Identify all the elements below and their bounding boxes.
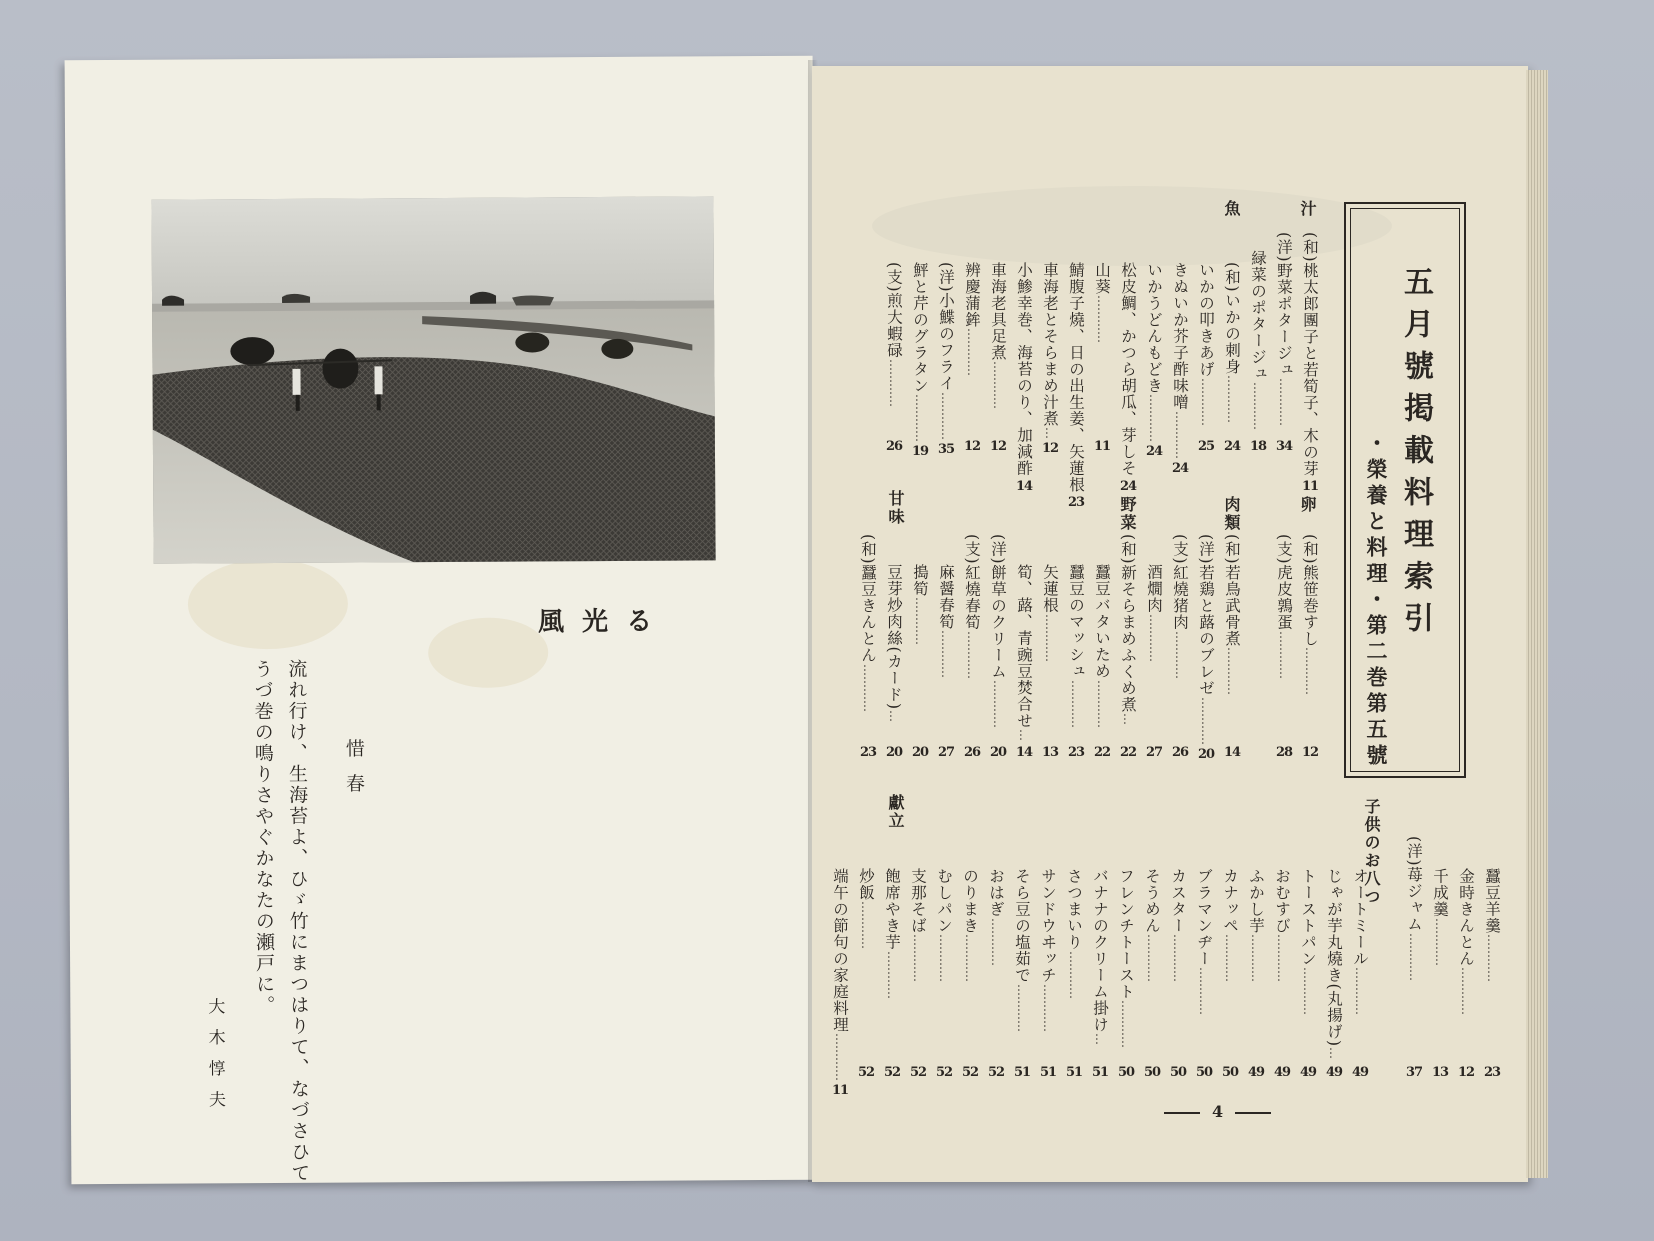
index-entry: 蠶豆のマッシュ ………… 23 (1067, 564, 1085, 760)
index-entry: カスター ………… 50 (1169, 868, 1187, 1080)
index-entry: おはぎ ………… 52 (987, 868, 1005, 1080)
index-entry: (洋)若鶏と蕗のブレゼ ………… 20 (1197, 534, 1215, 762)
index-entry: きぬいか芥子酢味噌 ………… 24 (1171, 262, 1189, 476)
beach-fishing-net-photo (151, 196, 715, 563)
poem-title: 惜春 (342, 738, 366, 809)
index-entry: 緑菜のポタージュ ………… 18 (1249, 250, 1267, 454)
index-entry: (和)いかの刺身 ………… 24 (1223, 262, 1241, 454)
index-entry: オートミール ………… 49 (1351, 868, 1369, 1080)
index-entry: 蠶豆羊羹 ………… 23 (1483, 868, 1501, 1080)
index-title: 五月號掲載料理索引 (1398, 266, 1433, 644)
index-entry: 車海老具足煮 ………… 12 (989, 262, 1007, 454)
index-entry: 支那そば ………… 52 (909, 868, 927, 1080)
index-entry: (支)煎大蝦碌 ………… 26 (885, 262, 903, 454)
index-entry: (支)紅燒猪肉 ………… 26 (1171, 534, 1189, 760)
index-entry: さつまいり ………… 51 (1065, 868, 1083, 1080)
category-vegetables: 野菜 (1118, 496, 1137, 532)
category-egg: 卵 (1298, 496, 1317, 514)
index-entry: 酒燗肉 ………… 27 (1145, 564, 1163, 760)
index-entry: 小鯵幸巻、海苔のり、加減酢 14 (1015, 262, 1033, 494)
poem-line-1: 流れ行け、生海苔よ、ひゞ竹にまつはりて、なづさひて (285, 658, 311, 1184)
index-entry: (洋)野菜ポタージュ ………… 34 (1275, 232, 1293, 454)
index-entry: 山葵 ………… 11 (1093, 262, 1111, 454)
index-entry: 鮃と芹のグラタン ………… 19 (911, 262, 929, 459)
index-entry: そら豆の塩茹で ………… 51 (1013, 868, 1031, 1080)
index-entry: 飽席やき芋 ………… 52 (883, 868, 901, 1080)
index-entry: むしパン ………… 52 (935, 868, 953, 1080)
photo-title: 風光る (537, 606, 671, 638)
category-sweets: 甘味 (886, 490, 905, 526)
index-entry: (和)蠶豆きんとん ………… 23 (859, 534, 877, 760)
index-entry: おむすび ………… 49 (1273, 868, 1291, 1080)
index-entry: バナナのクリーム掛け … 51 (1091, 868, 1109, 1080)
index-entry: (支)紅燒春筍 ………… 26 (963, 534, 981, 760)
index-entry: トーストパン ………… 49 (1299, 868, 1317, 1080)
index-entry: (和)熊笹巻すし ………… 12 (1301, 534, 1319, 760)
category-meat: 肉類 (1222, 496, 1241, 532)
page-edge (1526, 70, 1548, 1178)
left-page (65, 56, 820, 1185)
index-entry: 鯖腹子燒、日の出生姜、矢蓮根 23 (1067, 262, 1085, 510)
index-entry: 炒飯 ………… 52 (857, 868, 875, 1080)
index-entry: カナッペ ………… 50 (1221, 868, 1239, 1080)
index-entry: そうめん ………… 50 (1143, 868, 1161, 1080)
index-entry: 矢蓮根 ………… 13 (1041, 564, 1059, 760)
index-entry: (支)虎皮鶉蛋 ………… 28 (1275, 534, 1293, 760)
category-menu: 獻立 (886, 794, 905, 830)
index-entry: ふかし芋 ………… 49 (1247, 868, 1265, 1080)
index-entry: のりまき ………… 52 (961, 868, 979, 1080)
index-entry: いかうどんもどき ………… 24 (1145, 262, 1163, 459)
index-entry: 千成羹 ………… 13 (1431, 868, 1449, 1080)
index-entry: (洋)苺ジャム ………… 37 (1405, 836, 1423, 1080)
category-soup: 汁 (1298, 200, 1317, 218)
index-entry: フレンチトースト ………… 50 (1117, 868, 1135, 1080)
magazine-issue: ・榮養と料理・第二巻第五號 (1364, 432, 1389, 770)
poem-author: 大木惇夫 (204, 997, 226, 1122)
index-entry: 蠶豆バタいため ………… 22 (1093, 564, 1111, 760)
index-entry: 麻醤春筍 ………… 27 (937, 564, 955, 760)
poem-line-2: うづ巻の鳴りさやぐかなたの瀬戸に。 (251, 659, 276, 1017)
index-entry: (和)若鳥武骨煮 ………… 14 (1223, 534, 1241, 760)
index-entry: 筍、蕗、青豌豆焚合せ … 14 (1015, 564, 1033, 760)
index-entry: ブラマンヂー ………… 50 (1195, 868, 1213, 1080)
index-entry: (洋)餅草のクリーム ………… 20 (989, 534, 1007, 760)
index-entry: 端午の節句の家庭料理 ………… 11 (831, 868, 849, 1098)
category-children-snacks: 子供のお八つ (1362, 798, 1381, 906)
index-entry: じゃが芋丸燒き(丸揚げ) … 49 (1325, 868, 1343, 1080)
category-fish: 魚 (1222, 200, 1241, 218)
index-entry: (洋)小鰈のフライ ………… 35 (937, 262, 955, 457)
index-entry: いかの叩きあげ ………… 25 (1197, 262, 1215, 454)
index-entry: 豆芽炒肉絲(カード) … 20 (885, 564, 903, 760)
index-entry: (和)新そらまめふくめ煮 … 22 (1119, 534, 1137, 760)
index-entry: 松皮鯛、かつら胡瓜、芽しそ 24 (1119, 262, 1137, 494)
page-number: 4 (1152, 1102, 1283, 1121)
index-entry: 金時きんとん ………… 12 (1457, 868, 1475, 1080)
index-entry: 車海老とそらまめ汁煮 … 12 (1041, 262, 1059, 456)
index-entry: 辨慶蒲鉾 ………… 12 (963, 262, 981, 454)
index-entry: サンドウヰッチ ………… 51 (1039, 868, 1057, 1080)
index-entry: 搗筍 ………… 20 (911, 564, 929, 760)
index-entry: (和)桃太郎團子と若筍子、木の芽 11 (1301, 232, 1319, 495)
